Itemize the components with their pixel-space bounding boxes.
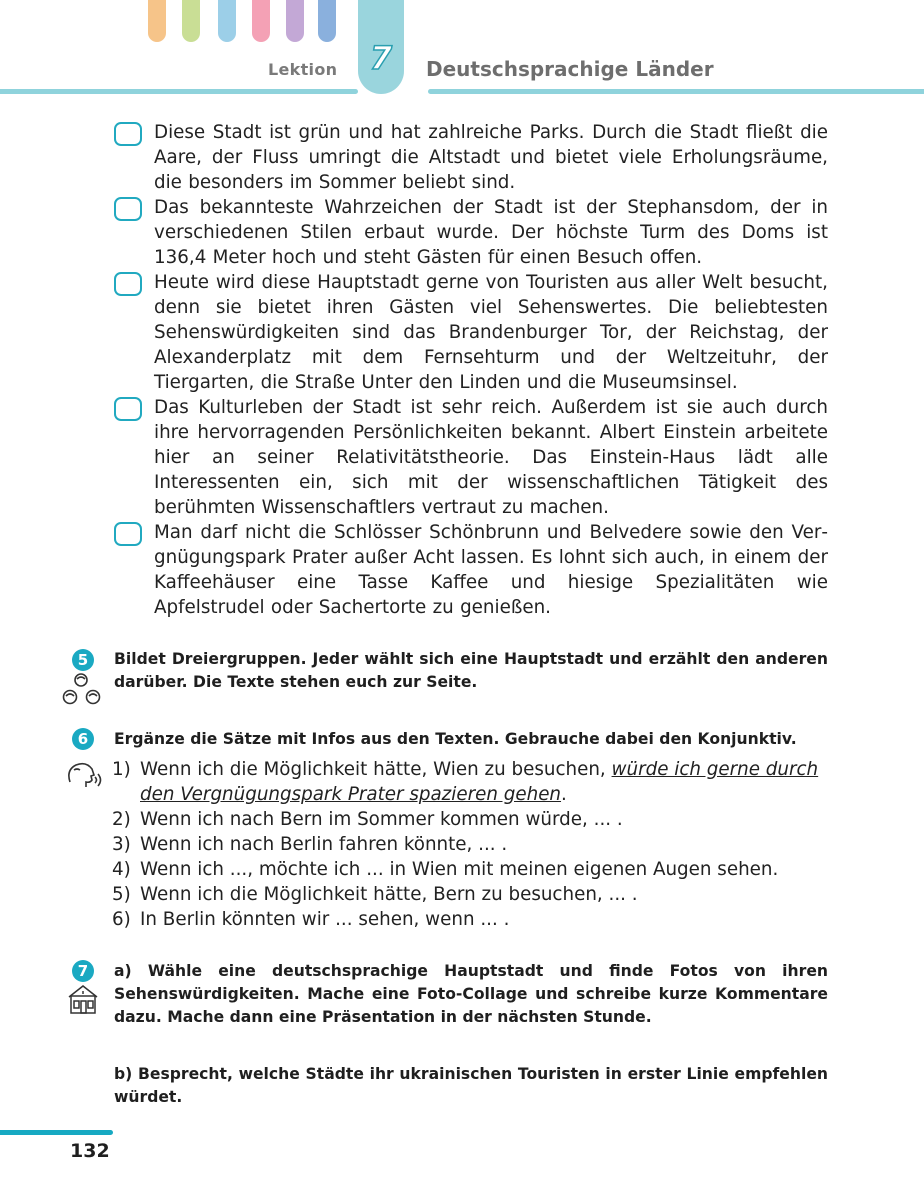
color-tab	[252, 0, 270, 42]
task7-part-a: a) Wähle eine deutschsprachige Hauptstadt und finde Fotos von ihren Sehenswürdigkeiten. Mache eine Foto-Collage und schreibe kurze Kommentare dazu. Mache dann eine Präsentation in der nächsten Stunde.	[114, 962, 828, 1026]
speaking-head-icon	[64, 760, 102, 790]
lektion-label: Lektion	[268, 60, 338, 79]
item-text: Wenn ich nach Berlin fahren könnte, ... .	[140, 834, 508, 855]
house-project-icon	[66, 983, 100, 1015]
task-number-5: 5	[72, 649, 94, 671]
item-text: Wenn ich die Möglichkeit hätte, Bern zu besuchen, ... .	[140, 884, 638, 905]
item-number: 1)	[112, 759, 131, 780]
color-tab	[148, 0, 166, 42]
item-text: Wenn ich nach Bern im Sommer kommen würde, ... .	[140, 809, 623, 830]
color-tab	[218, 0, 236, 42]
paragraph-text: Diese Stadt ist grün und hat zahlreiche Parks. Durch die Stadt fließt die Aare, der Fluss umringt die Altstadt und bietet viele Erholungsräume, die besonders im Sommer beliebt sind.	[154, 122, 828, 193]
paragraph-text: Das bekannteste Wahrzeichen der Stadt ist der Stephansdom, der in verschiedenen Stilen erbaut wurde. Der höchste Turm des Doms ist 136,4 Meter hoch und steht Gästen für einen Besuch offen.	[154, 197, 828, 268]
item-number: 3)	[112, 834, 131, 855]
item-text: In Berlin könnten wir ... sehen, wenn ... .	[140, 909, 510, 930]
task7-part-b: b) Besprecht, welche Städte ihr ukrainischen Touristen in erster Linie empfehlen würdet.	[114, 1065, 828, 1106]
sentence-list	[112, 757, 828, 932]
paragraph-text: Heute wird diese Hauptstadt gerne von Touristen aus aller Welt besucht, denn sie bietet ihren Gästen viel Sehenswertes. Die beliebtesten Sehenswürdigkeiten sind das Brandenburger Tor, der Reichstag, der Alexanderplatz mit dem Fernsehturm und der Weltzeituhr, der Tiergarten, die Straße Unter den Linden und die Museumsinsel.	[154, 272, 828, 393]
lesson-number-tab	[358, 0, 404, 94]
item-number: 6)	[112, 909, 131, 930]
page-number: 132	[70, 1140, 110, 1162]
answer-box[interactable]	[114, 397, 142, 421]
paragraph-text: Man darf nicht die Schlösser Schönbrunn und Belvedere sowie den Vergnügungspark Prater außer Acht lassen. Es lohnt sich auch, in einem der Kaffeehäuser eine Tasse Kaffee und hiesige Spezialitäten wie Apfelstrudel oder Sachertorte zu genießen.	[154, 522, 828, 618]
task5-instruction: Bildet Dreiergruppen. Jeder wählt sich eine Hauptstadt und erzählt den anderen darüber. Die Texte stehen euch zur Seite.	[114, 650, 828, 691]
chapter-title: Deutschsprachige Länder	[426, 57, 714, 81]
example-answer: würde ich gerne durch den Vergnügungspark Prater spazieren gehen	[140, 759, 819, 805]
list-item	[112, 857, 828, 882]
item-number: 4)	[112, 859, 131, 880]
color-tab	[286, 0, 304, 42]
list-item	[112, 907, 828, 932]
answer-box[interactable]	[114, 122, 142, 146]
task6-instruction: Ergänze die Sätze mit Infos aus den Texten. Gebrauche dabei den Konjunktiv.	[114, 730, 797, 748]
group-talk-icon	[60, 672, 104, 708]
item-text: Wenn ich ..., möchte ich ... in Wien mit meinen eigenen Augen sehen.	[140, 859, 779, 880]
list-item	[112, 807, 828, 832]
header-rule-left	[0, 89, 358, 94]
answer-box[interactable]	[114, 522, 142, 546]
item-number: 5)	[112, 884, 131, 905]
color-tab	[318, 0, 336, 42]
list-item	[112, 757, 828, 807]
color-tab	[182, 0, 200, 42]
answer-box[interactable]	[114, 272, 142, 296]
list-item	[112, 882, 828, 907]
item-text: Wenn ich die Möglichkeit hätte, Wien zu besuchen,	[140, 759, 612, 780]
footer-rule	[0, 1130, 113, 1135]
task-number-6: 6	[72, 728, 94, 750]
paragraph-text: Das Kulturleben der Stadt ist sehr reich. Außerdem ist sie auch durch ihre hervorragenden Persönlichkeiten bekannt. Albert Einstein arbeitete hier an seiner Relativitätstheorie. Das Einstein-Haus lädt alle Interessenten ein, sich mit der wissenschaftlichen Tätigkeit des berühmten Wissenschaftlers vertraut zu machen.	[154, 397, 828, 518]
task-number-7: 7	[72, 960, 94, 982]
item-number: 2)	[112, 809, 131, 830]
header-rule-right	[428, 89, 924, 94]
list-item	[112, 832, 828, 857]
item-end: .	[561, 784, 567, 805]
answer-box[interactable]	[114, 197, 142, 221]
lesson-number: 7	[369, 39, 393, 77]
